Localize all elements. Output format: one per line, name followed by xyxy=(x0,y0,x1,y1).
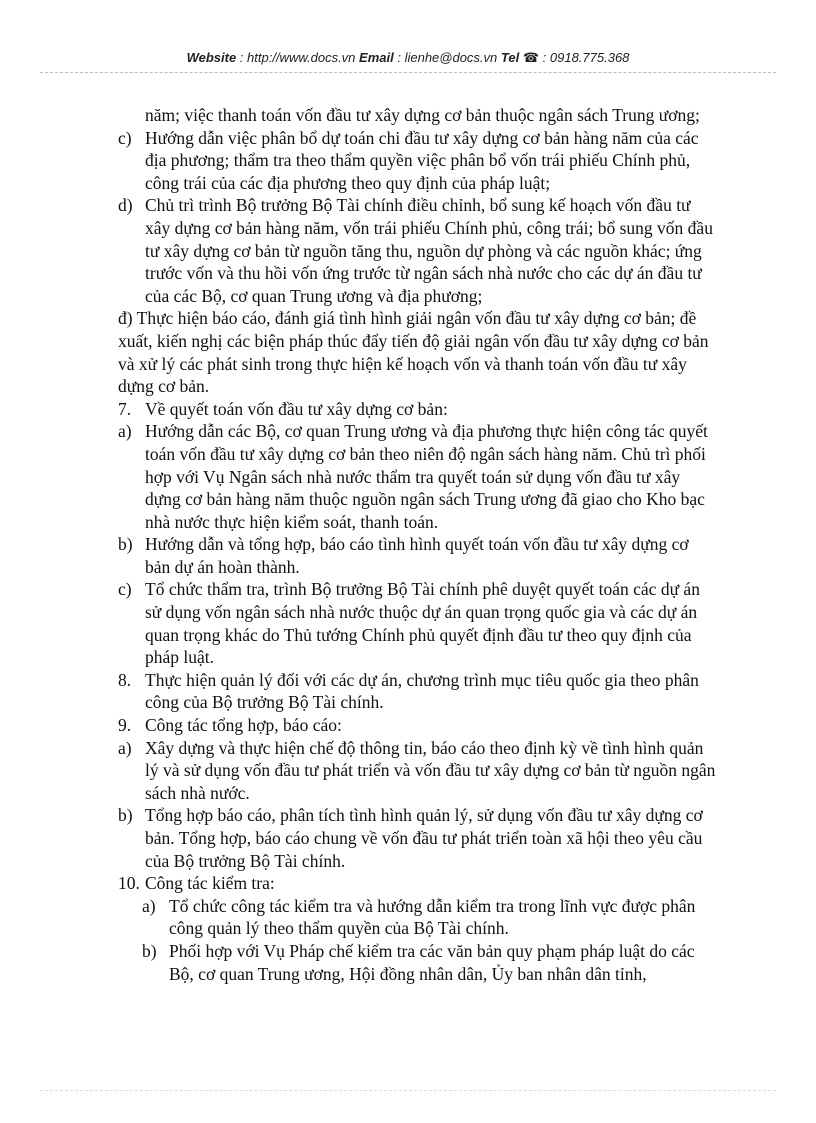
list-marker: b) xyxy=(118,805,133,826)
list-marker: 9. xyxy=(118,715,132,736)
list-item-text: Công tác tổng hợp, báo cáo: xyxy=(145,715,342,736)
header-divider xyxy=(40,72,776,73)
phone-icon: ☎ xyxy=(522,50,540,65)
list-item-9b xyxy=(118,804,718,872)
list-item-7b xyxy=(118,533,718,578)
list-item-text: Thực hiện quản lý đối với các dự án, chương trình mục tiêu quốc gia theo phân công của Bộ trưởng Bộ Tài chính. xyxy=(145,669,699,713)
list-marker: c) xyxy=(118,579,132,600)
list-marker: 7. xyxy=(118,398,132,419)
list-item-7c xyxy=(118,578,718,668)
tel-value: 0918.775.368 xyxy=(549,50,630,65)
list-item-text: Tổng hợp báo cáo, phân tích tình hình quản lý, sử dụng vốn đầu tư xây dựng cơ bản. Tổng hợp, báo cáo chung về vốn đầu tư phát triển toàn xã hội theo yêu cầu của Bộ trưởng Bộ Tài chính. xyxy=(145,805,703,871)
list-marker: 10. xyxy=(118,873,140,894)
email-value[interactable]: lienhe@docs.vn xyxy=(404,50,498,65)
list-marker: a) xyxy=(142,895,156,916)
footer-divider xyxy=(40,1090,776,1091)
website-label: Website xyxy=(186,50,237,65)
list-item-10b xyxy=(142,940,718,985)
list-item-dd: đ) Thực hiện báo cáo, đánh giá tình hình giải ngân vốn đầu tư xây dựng cơ bản; đề xuất, kiến nghị các biện pháp thúc đẩy tiến độ giải ngân vốn đầu tư xây dựng cơ bản và xử lý các phát sinh trong thực hiện kế hoạch vốn và thanh toán vốn đầu tư xây dựng cơ bản. xyxy=(118,308,709,397)
list-item-text: Hướng dẫn và tổng hợp, báo cáo tình hình quyết toán vốn đầu tư xây dựng cơ bản dự án hoàn thành. xyxy=(145,534,689,577)
list-item-text: Tổ chức công tác kiểm tra và hướng dẫn kiểm tra trong lĩnh vực được phân công quản lý theo thẩm quyền của Bộ Tài chính. xyxy=(169,895,696,939)
list-marker: b) xyxy=(142,940,157,961)
list-marker: a) xyxy=(118,737,132,758)
list-item-8 xyxy=(118,669,718,714)
list-item-text: Công tác kiểm tra: xyxy=(145,873,275,894)
list-item-text: Về quyết toán vốn đầu tư xây dựng cơ bản: xyxy=(145,398,448,419)
list-item-text: Tổ chức thẩm tra, trình Bộ trưởng Bộ Tài chính phê duyệt quyết toán các dự án sử dụng vốn ngân sách nhà nước thuộc dự án quan trọng quốc gia và các dự án quan trọng khác do Thủ tướng Chính phủ quyết định đầu tư theo quy định của pháp luật. xyxy=(145,579,700,668)
list-item-text: Hướng dẫn các Bộ, cơ quan Trung ương và địa phương thực hiện công tác quyết toán vốn đầu tư xây dựng cơ bản theo niên độ ngân sách hàng năm. Chủ trì phối hợp với Vụ Ngân sách nhà nước thẩm tra quyết toán sử dụng vốn đầu tư xây dựng cơ bản hàng năm thuộc nguồn ngân sách Trung ương đã giao cho Kho bạc nhà nước thực hiện kiểm soát, thanh toán. xyxy=(145,421,708,532)
list-marker: d) xyxy=(118,195,133,216)
document-body xyxy=(118,104,718,985)
list-item-9 xyxy=(118,714,718,737)
list-marker: 8. xyxy=(118,669,132,690)
list-item-text: Phối hợp với Vụ Pháp chế kiểm tra các văn bản quy phạm pháp luật do các Bộ, cơ quan Trung ương, Hội đồng nhân dân, Ủy ban nhân dân tỉnh, xyxy=(169,940,695,984)
list-item-text: Xây dựng và thực hiện chế độ thông tin, báo cáo theo định kỳ về tình hình quản lý và sử dụng vốn đầu tư phát triển và vốn đầu tư xây dựng cơ bản từ nguồn ngân sách nhà nước. xyxy=(145,737,716,803)
website-url[interactable]: http://www.docs.vn xyxy=(247,50,356,65)
page-header: Website : http://www.docs.vn Email : lienhe@docs.vn Tel ☎ : 0918.775.368 xyxy=(186,50,630,65)
list-item-d xyxy=(118,194,718,307)
list-item-7a xyxy=(118,420,718,533)
list-item-text: Hướng dẫn việc phân bổ dự toán chi đầu tư xây dựng cơ bản hàng năm của các địa phương; thẩm tra theo thẩm quyền việc phân bổ vốn trái phiếu Chính phủ, công trái của các địa phương theo quy định của pháp luật; xyxy=(145,127,699,193)
list-marker: b) xyxy=(118,534,133,555)
list-item-10 xyxy=(118,872,718,895)
list-item-10a xyxy=(142,895,718,940)
list-item-9a xyxy=(118,737,718,805)
list-marker: a) xyxy=(118,421,132,442)
tel-label: Tel xyxy=(500,50,520,65)
list-marker: c) xyxy=(118,127,132,148)
list-item-7 xyxy=(118,398,718,421)
email-label: Email xyxy=(359,50,394,65)
list-item-c xyxy=(118,127,718,195)
list-item-text: Chủ trì trình Bộ trưởng Bộ Tài chính điều chỉnh, bổ sung kế hoạch vốn đầu tư xây dựng cơ bản hàng năm, vốn trái phiếu Chính phủ, công trái; bổ sung vốn đầu tư xây dựng cơ bản từ nguồn tăng thu, nguồn dự phòng và các nguồn khác; ứng trước vốn và thu hồi vốn ứng trước từ ngân sách nhà nước cho các dự án đầu tư của các Bộ, cơ quan Trung ương và địa phương; xyxy=(145,195,713,306)
paragraph-continuation: năm; việc thanh toán vốn đầu tư xây dựng cơ bản thuộc ngân sách Trung ương; xyxy=(145,105,700,125)
